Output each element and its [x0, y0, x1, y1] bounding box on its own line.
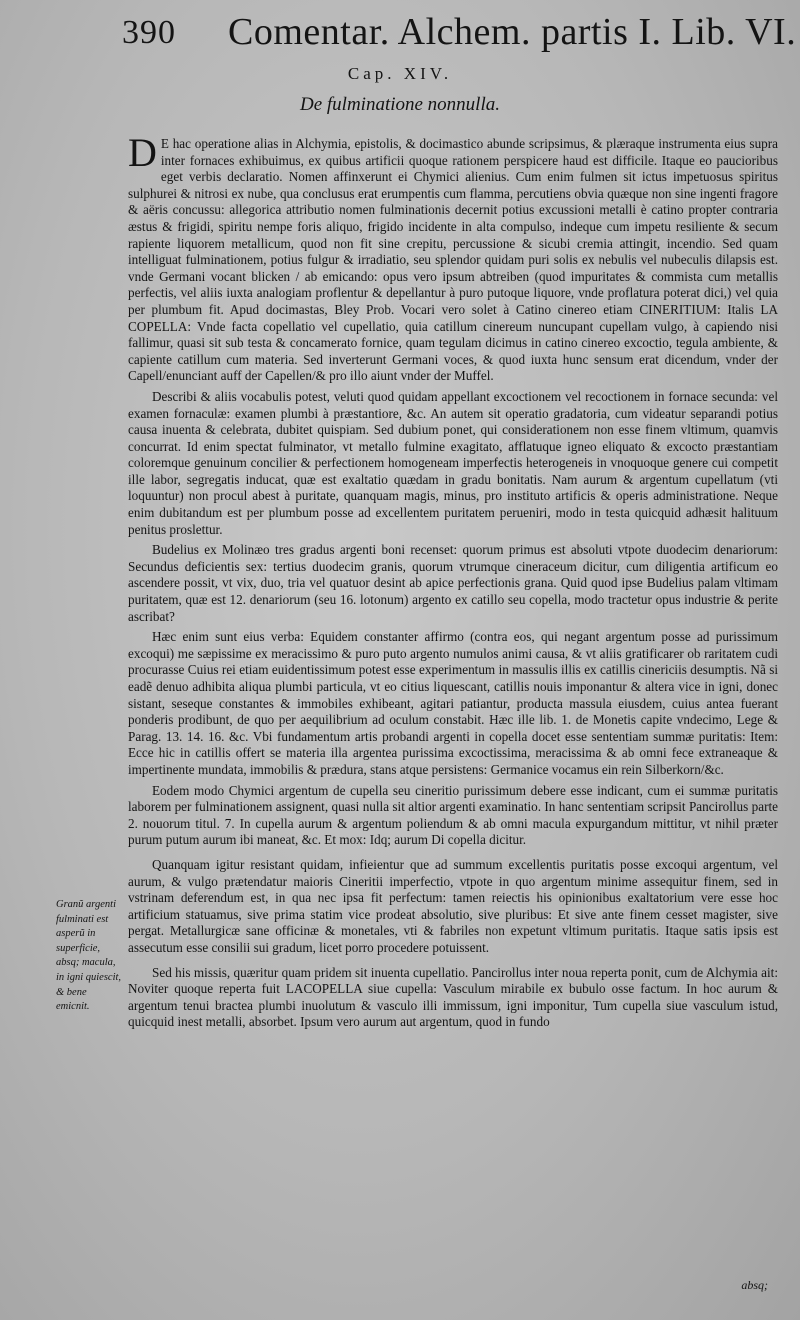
paragraph-1: DE hac operatione alias in Alchymia, epistolis, & docimastico abunde scripsimus, & plæraque instrumenta eius supra inter fornaces exhibuimus, ex quibus artificii quoque rationem perspicere haud est difficile. Itaque eo paucioribus eget verbis declaratio. Nomen affinxerunt ei Chymici alienius. Cum enim fulmen sit ictus impetuosus spiritus sulphurei & nitrosi ex nube, qua conclusus erat erumpentis cum flamma, percutiens obvia quæque non sine ingenti fragore & aëris concussu: allegorica attributio nomen fulminationis decernit potius excussioni metalli è catino propter contraria æstus & frigidi, spiritu nempe foris aliquo, frigido incidente in alta compulso, indeque cum impetu resiliente & secum rapiente liquorem metallicum, quod non fit sine crepitu, percussione & sicubi cremia attingit, incendio. Sed quam intelliguat fulminationem, potius fulgur & irradiatio, seu splendor quidam puri solis ex nebulis vel nubeculis dilapsis est. vnde Germani vocant blicken / ab emicando: opus vero ipsum abtreiben (quod impuritates & commista cum metallis perfectis, vel aliis iuxta analogiam proflentur & depellantur à puro putoque liquore, vnde proflatura poterat dici,) vel quia per plumbum fit. Apud docimastas, Bley Prob. Vocari vero solet à Catino cinereo etiam CINERITIUM: Italis LA COPELLA: Vnde facta copellatio vel cupellatio, quia catillum cinereum nuncupant cupellam vulgo, à capiendo nisi fallimur, quasi sit sub testa & concamerato fornice, quam tegulam dicimus in catino cinereo excoctio, tegula ambiente, & capiente catillum cum materia. Sed inverterunt Germani voces, & quod iuxta hunc sensum erat dicendum, vnder der Capell/enunciant auff der Capellen/& pro illo aiunt vnder der Muffel.	[128, 130, 778, 384]
paragraph-4: Hæc enim sunt eius verba: Equidem constanter affirmo (contra eos, qui negant argentum posse ad purissimum excoqui) me sæpissime ex meracissimo & puro puto argento numulos animi causa, & vt aliis gratificarer ob raritatem cudi procurasse Cuius rei etiam euidentissimum potest esse experimentum in massulis illis ex catillis cinericiis desumptis. Nã si eadẽ denuo adhibita aliqua plumbi particula, vt eo citius liquescant, catillis nouis imponantur & altera vice in igni, donec sistant, seseque constantes & immobiles exhibeant, agitari patiantur, producta massula eiusdem, cuius antea fuerant ponderis prodibunt, de quo per aequilibrium ad oculum constabit. Hæc ille lib. 1. de Monetis capite vndecimo, Lege & Parag. 13. 14. 16. &c. Vbi fundamentum artis probandi argenti in copella docet esse sententiam summæ puritatis: Item: Ecce hic in catillis offert se materia illa argentea purissima excoctissima, meracissima & ab omni fece extraneaque & impertinente mundata, immobilis & prædura, stans atque persistens: Germanice vocamus ein rein Silberkorn/&c.	[128, 629, 778, 777]
main-text	[128, 130, 778, 1035]
page-number: 390	[122, 14, 176, 51]
paragraph-6: Quanquam igitur resistant quidam, infieientur que ad summum excellentis puritatis posse excoqui argentum, vel aurum, & vulgo prætendatur maioris Cineritii imperfectio, vtpote in quo argentum minime assequitur finem, sed in vstrinam deferendum est, in qua nec ipsa fit perfectum: tamen reiectis his opinionibus exaltatorium vere esse hoc artificium statuamus, sive prima statim vice prodeat absolutio, sive pluribus: Et sive ante finem cesset magister, sive pergat. Metallurgicæ sane officinæ & monetales, vti & fabriles non expetunt vltimum puritatis. Itaque satis ipsis est assecutum esse consilii sui gradum, licet porro procedere potuissent.	[128, 856, 778, 955]
chapter-subtitle: De fulminatione nonnulla.	[299, 94, 500, 115]
paragraph-3: Budelius ex Molinæo tres gradus argenti boni recenset: quorum primus est absoluti vtpote duodecim denariorum: Secundus deficientis sex: tertius duodecim granis, quorum vtrumque cineraceum dicitur, cum diligentia artificum eo ascendere possit, vt vix, duo, tria vel quatuor desint ab apice perfectionis grana. Quid quod ipse Budelius palam vltimam puritatem, quæ est 12. denariorum (seu 16. lotonum) argento ex catillo seu copella, modo tractetur opus industrie & perite ascribat?	[128, 542, 778, 624]
catchword: absq;	[741, 1278, 768, 1292]
paragraph-2: Describi & aliis vocabulis potest, veluti quod quidam appellant excoctionem vel recoctionem in fornace secunda: vel examen fornaculæ: examen plumbi à præstantiore, &c. An autem sit operatio gradatoria, cum videatur separandi potius causa inuenta & celebrata, dubitet quispiam. Sed dubium ponet, qui considerationem non esse finem vltimum, quamvis concurrat. Id enim spectat fulminator, vt metallo fulmine exagitato, afflatuque igneo eliquato & excocto præstantiam coloremque genuinum concilier & perfectionem homogeneam imperfectis heterogeneis in vnoquoque genere cui competit ille labor, segregatis inducat, quæ est exaltatio quædam in gradu bonitatis. Nam aurum & argentum cupellatum (vti loquuntur) non procul abest à puritate, quanquam magis, minus, pro instituto artificis & operis administratione. Neque enim dubitandum est per plumbum posse ad excellentem puritatem perueniri, modo in testa quicquid adhæsit halituum penitus proslettur.	[128, 388, 778, 537]
margin-note: Granũ argenti fulminati est asperũ in superficie, absq; macula, in igni quiescit, & bene emicnit.	[56, 899, 122, 1013]
running-head: Comentar. Alchem. partis I. Lib. VI.	[228, 11, 797, 53]
chapter-heading: Cap. XIV.	[347, 64, 453, 83]
paragraph-7: Sed his missis, quæritur quam pridem sit inuenta cupellatio. Pancirollus inter noua reperta ponit, cum de Alchymia ait: Noviter quoque reperta fuit LACOPELLA siue cupella: Vasculum mirabile ex bubulo osse factum. In hoc aurum & argentum tenui bractea plumbi inuolutum & vasculo illi immissum, igni imponitur, Tum cupella siue vasculum istud, quicquid inest metalli, absorbet. Ipsum vero aurum aut argentum, quod in fundo	[128, 964, 778, 1030]
paragraph-5: Eodem modo Chymici argentum de cupella seu cineritio purissimum debere esse indicant, cum ei summæ puritatis laborem per fulminationem assignent, quasi nulla sit altior argenti examinatio. In hanc sententiam scripsit Pancirollus parte 2. nouorum titul. 7. In cupella aurum & argentum poliendum & ab omni macula expurgandum mittitur, vt nihil præter purum putum aurum ibi maneat, &c. Et mox: Idq; aurum Di copella dicitur.	[128, 782, 778, 848]
